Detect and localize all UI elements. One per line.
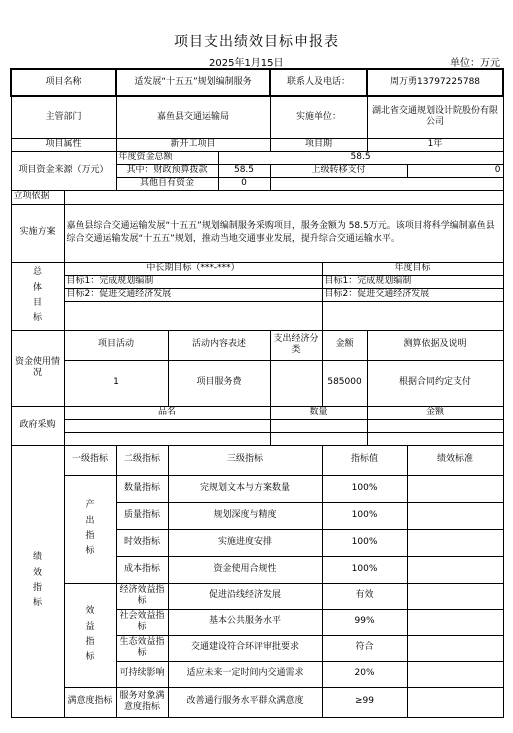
- funds-transfer-value: 0: [407, 164, 503, 177]
- usage-header-content: 活动内容表述: [168, 330, 270, 360]
- procure-item-1: [64, 419, 270, 432]
- goals-label: [11, 262, 64, 330]
- perf-l2: 服务对象满意度指标: [116, 687, 168, 717]
- perf-standard: [407, 661, 503, 687]
- perf-l3: 适应未来一定时间内交通需求: [168, 661, 322, 687]
- usage-activity: 1: [64, 360, 168, 406]
- report-date: 2025年1月15日: [209, 58, 284, 69]
- funds-self-label: 其他自有资金: [116, 177, 218, 190]
- goals-label-text: 总体目标: [32, 267, 42, 324]
- perf-value: ≥99: [322, 687, 407, 717]
- procure-header-item: 品名: [64, 406, 270, 419]
- attr-value: 新开工项目: [116, 138, 270, 151]
- perf-l2: 可持续影响: [116, 661, 168, 687]
- perf-value: 100%: [322, 529, 407, 556]
- mid-goal-2: 目标2：促进交通经济发展: [64, 288, 322, 301]
- procure-item-2: [64, 432, 270, 445]
- perf-header-l3: 三级指标: [168, 445, 322, 475]
- funds-self-value: 0: [218, 177, 270, 190]
- funds-label: 项目资金来源（万元）: [11, 151, 116, 190]
- perf-l2: 成本指标: [116, 556, 168, 583]
- year-goal-1: 目标1：完成规划编制: [322, 275, 503, 288]
- usage-label: 资金使用情况: [11, 330, 64, 406]
- basis-value: [64, 190, 503, 204]
- perf-l3: 完规划文本与方案数量: [168, 475, 322, 502]
- perf-l3: 促进沿线经济发展: [168, 583, 322, 609]
- perf-header-standard: 绩效标准: [407, 445, 503, 475]
- perf-header-l2: 二级指标: [116, 445, 168, 475]
- perf-value: 符合: [322, 635, 407, 661]
- unit-label: 单位：万元: [450, 58, 500, 69]
- perf-value: 20%: [322, 661, 407, 687]
- contact-label: 联系人及电话：: [270, 69, 367, 96]
- funds-total-label: 年度资金总额: [116, 151, 218, 164]
- perf-header-value: 指标值: [322, 445, 407, 475]
- mid-goal-1: 目标1：完成规划编制: [64, 275, 322, 288]
- mid-goal-header: 中长期目标（***-***）: [64, 262, 322, 275]
- perf-output-label-text: 产出指标: [85, 500, 95, 557]
- perf-l3: 交通建设符合环评审批要求: [168, 635, 322, 661]
- form-title: 项目支出绩效目标申报表: [174, 34, 339, 50]
- perf-value: 100%: [322, 502, 407, 529]
- perf-value: 100%: [322, 475, 407, 502]
- dept-value: 嘉鱼县交通运输局: [116, 96, 270, 138]
- procure-qty-1: [270, 419, 367, 432]
- perf-standard: [407, 609, 503, 635]
- usage-basis: 根据合同约定支付: [367, 360, 503, 406]
- procure-amount-2: [367, 432, 503, 445]
- perf-l3: 实施进度安排: [168, 529, 322, 556]
- dept-label: 主管部门: [11, 96, 116, 138]
- perf-standard: [407, 583, 503, 609]
- perf-l2: 经济效益指标: [116, 583, 168, 609]
- funds-budget-value: 58.5: [218, 164, 270, 177]
- perf-standard: [407, 529, 503, 556]
- usage-header-class: 支出经济分类: [270, 330, 322, 360]
- perf-l3: 资金使用合规性: [168, 556, 322, 583]
- perf-label-text: 绩效指标: [32, 552, 42, 609]
- usage-content: 项目服务费: [168, 360, 270, 406]
- perf-l2: 数量指标: [116, 475, 168, 502]
- project-name-value: 适发展“十五五”规划编制服务: [116, 69, 270, 96]
- performance-form-table: [10, 68, 504, 718]
- usage-header-amount: 金额: [322, 330, 367, 360]
- usage-header-basis: 测算依据及说明: [367, 330, 503, 360]
- perf-effect-label-text: 效益指标: [85, 606, 95, 663]
- perf-standard: [407, 475, 503, 502]
- usage-header-activity: 项目活动: [64, 330, 168, 360]
- perf-label: [11, 445, 64, 717]
- perf-header-l1: 一级指标: [64, 445, 116, 475]
- impl-label: 实施单位：: [270, 96, 367, 138]
- perf-standard: [407, 556, 503, 583]
- funds-transfer-label: 上级转移支付: [270, 164, 407, 177]
- perf-l3: 改善通行服务水平群众满意度: [168, 687, 322, 717]
- basis-label: 立项依据: [11, 190, 64, 204]
- perf-l3: 基本公共服务水平: [168, 609, 322, 635]
- usage-amount: 585000: [322, 360, 367, 406]
- procure-header-qty: 数量: [270, 406, 367, 419]
- funds-budget-label: 其中：财政预算拨款: [116, 164, 218, 177]
- perf-value: 99%: [322, 609, 407, 635]
- funds-total-value: 58.5: [218, 151, 503, 164]
- perf-value: 有效: [322, 583, 407, 609]
- procure-label: 政府采购: [11, 406, 64, 445]
- funds-empty-cell: [270, 177, 503, 190]
- period-value: 1年: [367, 138, 503, 151]
- perf-l2: 生态效益指标: [116, 635, 168, 661]
- year-goal-header: 年度目标: [322, 262, 503, 275]
- impl-value: 湖北省交通规划设计院股份有限公司: [367, 96, 503, 138]
- procure-qty-2: [270, 432, 367, 445]
- plan-text: 嘉鱼县综合交通运输发展“十五五”规划编制服务采购项目，服务金额为 58.5万元。该项目将科学编制嘉鱼县综合交通运输发展“十五五”规划，推动当地交通事业发展，提升综合交通运输水平。: [64, 204, 503, 262]
- perf-satisfy-label: 满意度指标: [64, 687, 116, 717]
- year-goal-empty: [322, 301, 503, 330]
- perf-l2: 质量指标: [116, 502, 168, 529]
- year-goal-2: 目标2：促进交通经济发展: [322, 288, 503, 301]
- perf-output-label: [64, 475, 116, 583]
- perf-standard: [407, 687, 503, 717]
- perf-l2: 社会效益指标: [116, 609, 168, 635]
- perf-l3: 规划深度与精度: [168, 502, 322, 529]
- procure-amount-1: [367, 419, 503, 432]
- plan-label: 实施方案: [11, 204, 64, 262]
- mid-goal-empty: [64, 301, 322, 330]
- usage-class: [270, 360, 322, 406]
- perf-l2: 时效指标: [116, 529, 168, 556]
- procure-header-amount: 金额: [367, 406, 503, 419]
- perf-value: 100%: [322, 556, 407, 583]
- period-label: 项目期: [270, 138, 367, 151]
- perf-standard: [407, 502, 503, 529]
- project-name-label: 项目名称: [11, 69, 116, 96]
- contact-value: 周万勇13797225788: [367, 69, 503, 96]
- perf-standard: [407, 635, 503, 661]
- attr-label: 项目属性: [11, 138, 116, 151]
- perf-effect-label: [64, 583, 116, 687]
